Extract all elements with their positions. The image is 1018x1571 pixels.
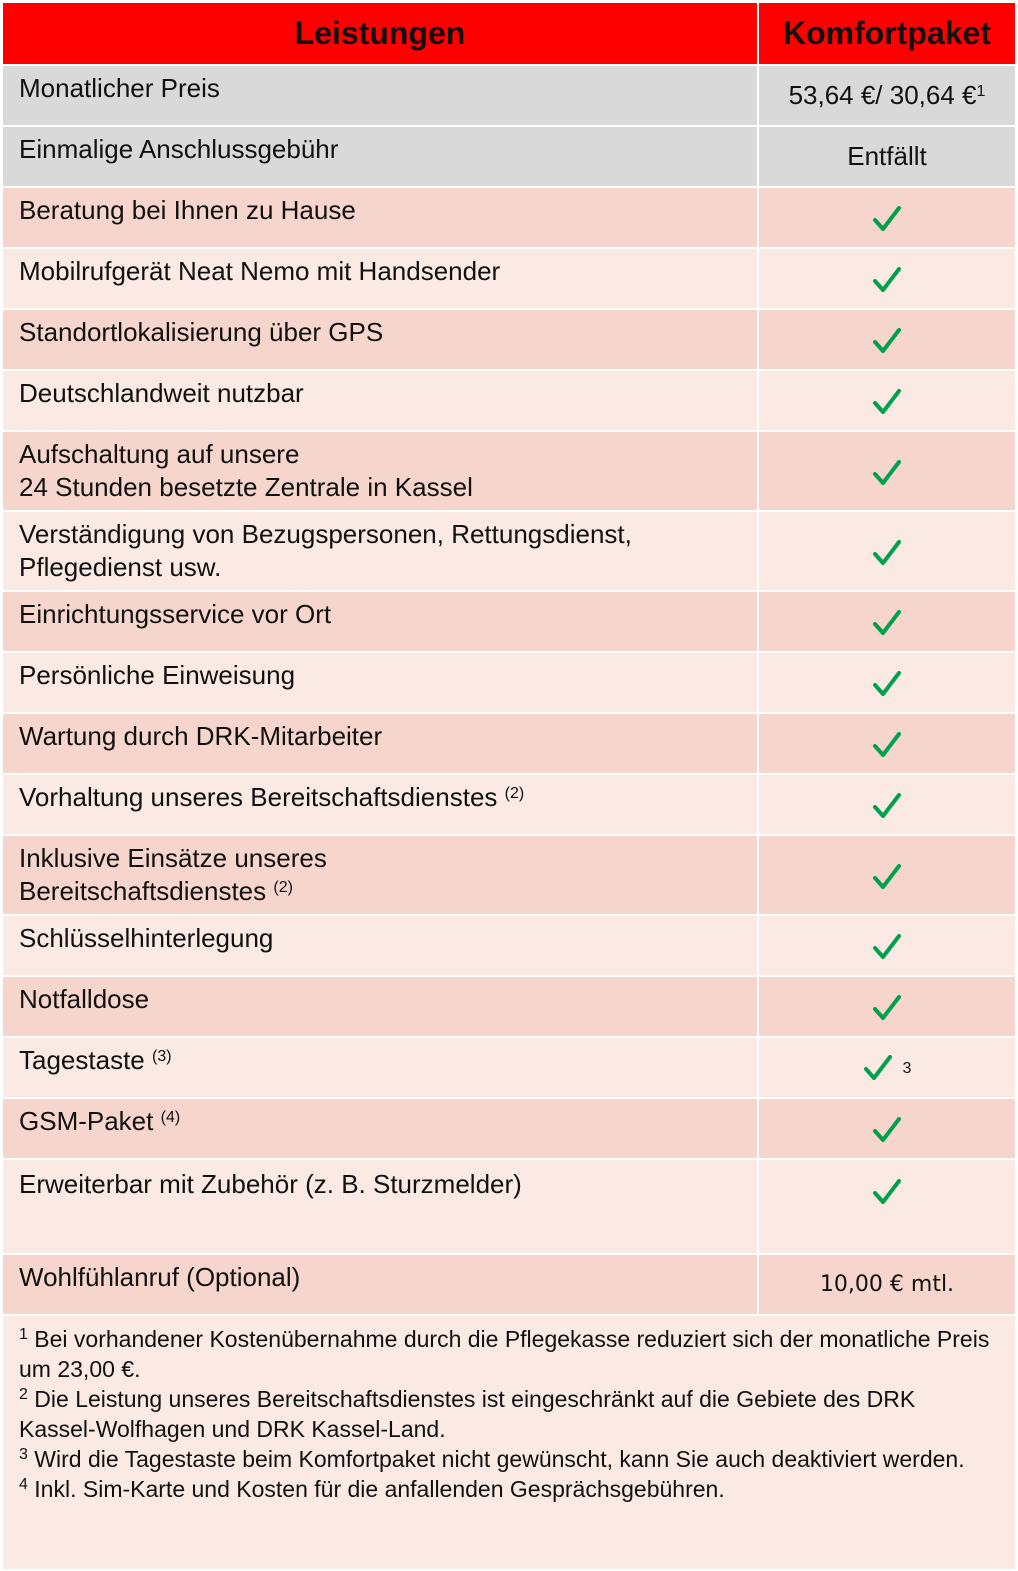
row-label: Inklusive Einsätze unseres Bereitschaftsdienstes $^{(2)}$ xyxy=(2,835,758,915)
check-icon xyxy=(872,204,902,234)
row-check xyxy=(758,1098,1016,1159)
row-label: Tagestaste $^{(3)}$ xyxy=(2,1037,758,1098)
footnotes xyxy=(2,1315,1016,1570)
table-row xyxy=(2,774,1016,835)
table-row xyxy=(2,835,1016,915)
row-value: 10,00 € mtl. xyxy=(758,1254,1016,1315)
row-value: Entfällt xyxy=(758,126,1016,187)
table-row xyxy=(2,309,1016,370)
table-row xyxy=(2,1098,1016,1159)
row-label: Vorhaltung unseres Bereitschaftsdienstes $^{(2)}$ xyxy=(2,774,758,835)
table-row xyxy=(2,431,1016,511)
table-row xyxy=(2,713,1016,774)
row-label: Notfalldose xyxy=(2,976,758,1037)
footnote: $^4$ Inkl. Sim-Karte und Kosten für die anfallenden Gesprächsgebühren. xyxy=(19,1476,725,1502)
row-check xyxy=(758,370,1016,431)
row-value: 53,64 €/ 30,64 €$^1$ xyxy=(758,65,1016,126)
table-row xyxy=(2,1037,1016,1098)
table-row xyxy=(2,126,1016,187)
check-icon xyxy=(872,265,902,295)
check-icon xyxy=(872,1177,902,1207)
check-icon xyxy=(872,1115,902,1145)
row-check xyxy=(758,511,1016,591)
check-icon xyxy=(872,387,902,417)
check-icon xyxy=(872,326,902,356)
row-label: Einmalige Anschlussgebühr xyxy=(2,126,758,187)
row-label: Persönliche Einweisung xyxy=(2,652,758,713)
table-row xyxy=(2,65,1016,126)
row-label: Deutschlandweit nutzbar xyxy=(2,370,758,431)
table-row xyxy=(2,370,1016,431)
header-leistungen: Leistungen xyxy=(2,2,758,65)
row-label: Einrichtungsservice vor Ort xyxy=(2,591,758,652)
row-check xyxy=(758,1037,1016,1098)
table-row xyxy=(2,915,1016,976)
check-icon xyxy=(872,608,902,638)
row-label: Aufschaltung auf unsere 24 Stunden besetzte Zentrale in Kassel xyxy=(2,431,758,511)
table-row xyxy=(2,187,1016,248)
table-row xyxy=(2,248,1016,309)
check-icon xyxy=(872,862,902,892)
check-icon xyxy=(872,538,902,568)
row-label: GSM-Paket $^{(4)}$ xyxy=(2,1098,758,1159)
row-check xyxy=(758,248,1016,309)
row-check xyxy=(758,976,1016,1037)
check-icon xyxy=(863,1053,893,1083)
row-label: Monatlicher Preis xyxy=(2,65,758,126)
row-label: Erweiterbar mit Zubehör (z. B. Sturzmelder) xyxy=(2,1159,758,1254)
row-check xyxy=(758,1159,1016,1254)
service-table xyxy=(1,1,1017,1571)
row-label: Beratung bei Ihnen zu Hause xyxy=(2,187,758,248)
footnote: $^1$ Bei vorhandener Kostenübernahme durch die Pflegekasse reduziert sich der monatliche Preis um 23,00 €. xyxy=(19,1326,990,1382)
footnote: $^3$ Wird die Tagestaste beim Komfortpaket nicht gewünscht, kann Sie auch deaktiviert werden. xyxy=(19,1446,965,1472)
check-icon xyxy=(872,458,902,488)
table-row xyxy=(2,591,1016,652)
row-label: Verständigung von Bezugspersonen, Rettungsdienst, Pflegedienst usw. xyxy=(2,511,758,591)
check-icon xyxy=(872,791,902,821)
row-label: Schlüsselhinterlegung xyxy=(2,915,758,976)
row-check xyxy=(758,835,1016,915)
footnote: $^2$ Die Leistung unseres Bereitschaftsdienstes ist eingeschränkt auf die Gebiete des DRK Kassel-Wolfhagen und DRK Kassel-Land. xyxy=(19,1386,916,1442)
footnotes-cell xyxy=(2,1315,1016,1570)
row-check xyxy=(758,431,1016,511)
row-label: Standortlokalisierung über GPS xyxy=(2,309,758,370)
row-check xyxy=(758,309,1016,370)
row-check xyxy=(758,915,1016,976)
row-check xyxy=(758,774,1016,835)
table-row xyxy=(2,1159,1016,1254)
row-check xyxy=(758,652,1016,713)
check-icon xyxy=(872,993,902,1023)
check-icon xyxy=(872,932,902,962)
table-header xyxy=(2,2,1016,65)
header-komfortpaket: Komfortpaket xyxy=(758,2,1016,65)
check-icon xyxy=(872,730,902,760)
table-row xyxy=(2,511,1016,591)
row-check xyxy=(758,591,1016,652)
row-label: Wartung durch DRK-Mitarbeiter xyxy=(2,713,758,774)
row-label: Wohlfühlanruf (Optional) xyxy=(2,1254,758,1315)
table-row xyxy=(2,976,1016,1037)
row-check xyxy=(758,187,1016,248)
check-icon xyxy=(872,669,902,699)
table-row xyxy=(2,652,1016,713)
row-check xyxy=(758,713,1016,774)
check-note: 3 xyxy=(902,1059,912,1077)
table-row xyxy=(2,1254,1016,1315)
row-label: Mobilrufgerät Neat Nemo mit Handsender xyxy=(2,248,758,309)
